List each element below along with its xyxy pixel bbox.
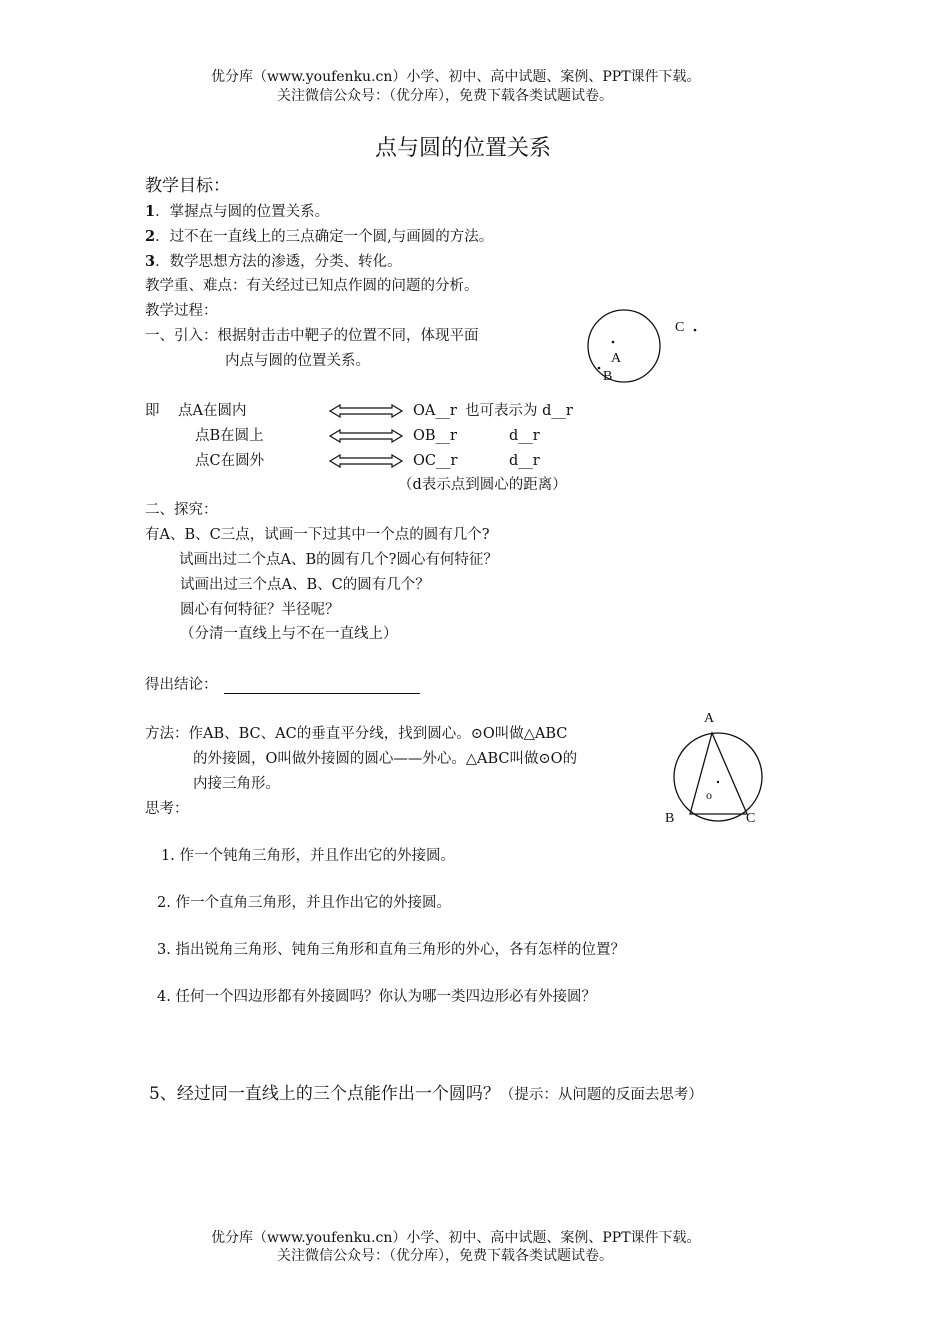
question-5-hint: （提示：从问题的反面去思考） bbox=[499, 1087, 703, 1103]
explore-line-3: 试画出过三个点A、B、C的圆有几个？ bbox=[180, 577, 430, 593]
footer-line-2: 关注微信公众号：（优分库），免费下载各类试题试卷。 bbox=[277, 1248, 613, 1264]
conclusion-line bbox=[145, 676, 420, 694]
intro-line-2: 内点与圆的位置关系。 bbox=[225, 353, 370, 369]
method-line-1: 方法：作AB、BC、AC的垂直平分线，找到圆心。⊙O叫做△ABC bbox=[145, 726, 568, 742]
circumcircle-figure bbox=[660, 712, 770, 832]
double-arrow-icon bbox=[328, 429, 404, 443]
goal-item-1 bbox=[145, 203, 329, 221]
think-heading: 思考： bbox=[145, 801, 189, 817]
think-item-1: 1. 作一个钝角三角形，并且作出它的外接圆。 bbox=[161, 848, 455, 864]
double-arrow-icon bbox=[328, 454, 404, 468]
explore-line-2: 试画出过二个点A、B的圆有几个?圆心有何特征？ bbox=[179, 552, 498, 568]
explore-line-4: 圆心有何特征？半径呢？ bbox=[180, 602, 340, 618]
method-line-2: 的外接圆，O叫做外接圆的圆心——外心。△ABC叫做⊙O的 bbox=[193, 751, 578, 767]
goal-text-2: ．过不在一直线上的三点确定一个圆,与画圆的方法。 bbox=[155, 229, 494, 245]
goals-heading: 教学目标： bbox=[145, 176, 230, 196]
relation-left-2: 点B在圆上 bbox=[195, 428, 264, 444]
point-circle-figure bbox=[580, 305, 720, 395]
relation-mid-3: OC__r bbox=[413, 453, 458, 469]
think-item-2: 2. 作一个直角三角形，并且作出它的外接圆。 bbox=[157, 895, 451, 911]
label-c: C bbox=[675, 320, 685, 335]
fig-label-o: o bbox=[706, 788, 712, 802]
relations-note: （d表示点到圆心的距离） bbox=[398, 477, 567, 493]
relation-left-3: 点C在圆外 bbox=[195, 453, 265, 469]
page-title: 点与圆的位置关系 bbox=[375, 136, 552, 161]
goal-item-3 bbox=[145, 253, 402, 271]
header-line-2: 关注微信公众号：（优分库），免费下载各类试题试卷。 bbox=[277, 88, 613, 104]
relation-right-2: d__r bbox=[509, 428, 540, 444]
footer-line-1: 优分库（www.youfenku.cn）小学、初中、高中试题、案例、PPT课件下载。 bbox=[211, 1230, 701, 1246]
label-a: A bbox=[611, 351, 622, 366]
conclusion-blank bbox=[224, 679, 420, 694]
think-item-4: 4. 任何一个四边形都有外接圆吗？你认为哪一类四边形必有外接圆？ bbox=[157, 989, 596, 1005]
goal-item-2 bbox=[145, 228, 493, 246]
double-arrow-icon bbox=[328, 404, 404, 418]
header-line-1: 优分库（www.youfenku.cn）小学、初中、高中试题、案例、PPT课件下载。 bbox=[211, 69, 701, 85]
explore-heading: 二、探究： bbox=[145, 502, 218, 518]
explore-line-1: 有A、B、C三点，试画一下过其中一个点的圆有几个? bbox=[145, 527, 490, 543]
goal-num-2: 2 bbox=[145, 228, 156, 245]
fig-label-c: C bbox=[746, 811, 756, 826]
inscribed-triangle bbox=[690, 733, 747, 814]
fig-label-b: B bbox=[665, 811, 675, 826]
point-b-dot bbox=[598, 367, 601, 370]
goal-num-1: 1 bbox=[145, 203, 156, 220]
relation-mid-1: OA__r bbox=[413, 403, 457, 419]
method-line-3: 内接三角形。 bbox=[193, 776, 280, 792]
fig-label-a: A bbox=[704, 711, 715, 726]
goal-text-3: ．数学思想方法的渗透，分类、转化。 bbox=[155, 254, 402, 270]
key-points: 教学重、难点：有关经过已知点作圆的问题的分析。 bbox=[145, 278, 479, 294]
process-heading: 教学过程： bbox=[145, 303, 218, 319]
explore-line-5: （分清一直线上与不在一直线上） bbox=[180, 626, 398, 642]
relation-left-1: 点A在圆内 bbox=[178, 403, 247, 419]
relation-right-1: 也可表示为 d__r bbox=[465, 403, 573, 419]
question-5-main: 5、经过同一直线上的三个点能作出一个圆吗？ bbox=[149, 1084, 500, 1104]
target-circle bbox=[588, 310, 660, 382]
intro-line-1: 一、引入：根据射击击中靶子的位置不同，体现平面 bbox=[145, 328, 479, 344]
conclusion-label: 得出结论： bbox=[145, 677, 218, 693]
question-5 bbox=[149, 1083, 703, 1106]
relation-right-3: d__r bbox=[509, 453, 540, 469]
point-c-dot bbox=[694, 329, 697, 332]
think-item-3: 3. 指出锐角三角形、钝角三角形和直角三角形的外心，各有怎样的位置？ bbox=[157, 942, 625, 958]
goal-num-3: 3 bbox=[145, 253, 156, 270]
label-b: B bbox=[603, 369, 613, 384]
relations-prefix: 即 bbox=[145, 403, 160, 419]
center-o-dot bbox=[717, 781, 719, 783]
relation-mid-2: OB__r bbox=[413, 428, 457, 444]
point-a-dot bbox=[612, 341, 615, 344]
goal-text-1: ．掌握点与圆的位置关系。 bbox=[155, 204, 330, 220]
